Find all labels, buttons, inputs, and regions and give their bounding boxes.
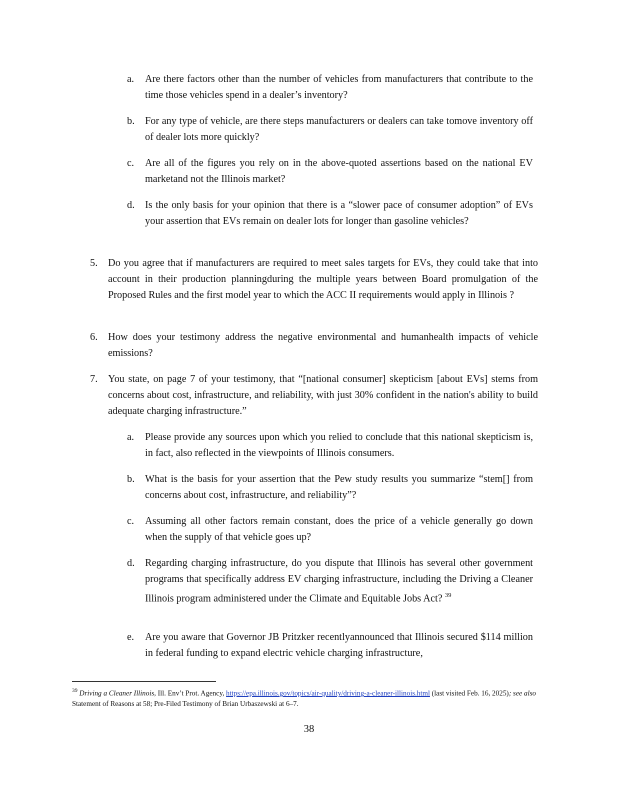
list-marker: b. (127, 116, 135, 127)
question-text: How does your testimony address the negative environmental and humanhealth impacts of vehicle emissions? (108, 332, 538, 360)
list-item (127, 430, 533, 462)
question-number: 6. (90, 332, 98, 343)
footnote-see-also: ; see also (508, 689, 536, 698)
list-item-text: For any type of vehicle, are there steps manufacturers or dealers can take tomove inventory off of dealer lots more quickly? (145, 116, 533, 144)
footnote-citation: Statement of Reasons at 58; Pre-Filed Testimony of Brian Urbaszewski at 6–7. (72, 699, 299, 708)
list-item (127, 472, 533, 504)
list-item-text: Assuming all other factors remain constant, does the price of a vehicle generally go down when the supply of that vehicle goes up? (145, 516, 533, 544)
list-marker: e. (127, 632, 135, 643)
question-number: 7. (90, 374, 98, 385)
numbered-question (90, 372, 538, 421)
footnote-link[interactable]: https://epa.illinois.gov/topics/air-quality/driving-a-cleaner-illinois.html (226, 689, 430, 698)
footnote (72, 686, 542, 709)
list-item-text (145, 556, 533, 608)
list-item-text: Are you aware that Governor JB Pritzker recentlyannounced that Illinois secured $114 million in federal funding to expand electric vehicle charging infrastructure, (145, 632, 533, 660)
list-item (127, 198, 533, 230)
list-item-text: Are all of the figures you rely on in the above-quoted assertions based on the national EV marketand not the Illinois market? (145, 158, 533, 186)
list-item (127, 156, 533, 188)
footnote-visited: (last visited Feb. 16, 2025) (431, 689, 509, 698)
list-item (127, 630, 533, 662)
list-item (127, 72, 533, 104)
question-text: You state, on page 7 of your testimony, that “[national consumer] skepticism [about EVs] stems from concerns about cost, infrastructure, and reliability, with just 30% confident in the nation's ability to build adequate charging infrastructure.” (108, 374, 538, 418)
numbered-question (90, 256, 538, 305)
list-marker: a. (127, 432, 135, 443)
list-item-text: What is the basis for your assertion that the Pew study results you summarize “stem[] from concerns about cost, infrastructure, and reliability”? (145, 474, 533, 502)
footnote-source-title: Driving a Cleaner Illinois (79, 689, 155, 698)
list-item-text: Please provide any sources upon which you relied to conclude that this national skepticism is, in fact, also reflected in the viewpoints of Illinois consumers. (145, 432, 533, 460)
list-item (127, 514, 533, 546)
list-item-text: Is the only basis for your opinion that there is a “slower pace of consumer adoption” of EVs your assertion that EVs remain on dealer lots for longer than gasoline vehicles? (145, 200, 533, 228)
page-number: 38 (303, 724, 315, 735)
list-item-text-body: Regarding charging infrastructure, do you dispute that Illinois has several other government programs that specifically address EV charging infrastructure, including the Driving a Cleaner Illinois program administered under the Climate and Equitable Jobs Act? (145, 558, 533, 605)
question-text: Do you agree that if manufacturers are required to meet sales targets for EVs, they could take that into account in their production planningduring the multiple years between Board promulgation of the Proposed Rules and the first model year to which the ACC II requirements would apply in Illinois ? (108, 258, 538, 302)
question-number: 5. (90, 258, 98, 269)
list-marker: c. (127, 158, 135, 169)
list-item (127, 556, 533, 608)
list-marker: d. (127, 200, 135, 211)
list-marker: b. (127, 474, 135, 485)
list-item (127, 114, 533, 146)
footnote-reference: 39 (444, 592, 452, 600)
list-marker: c. (127, 516, 135, 527)
numbered-question (90, 330, 538, 362)
footnote-mark: 39 (72, 688, 78, 694)
footnote-agency: , Ill. Env’t Prot. Agency, (154, 689, 225, 698)
list-marker: d. (127, 558, 135, 569)
footnote-divider (72, 681, 216, 682)
list-item-text: Are there factors other than the number of vehicles from manufacturers that contribute to the time those vehicles spend in a dealer’s inventory? (145, 74, 533, 102)
list-marker: a. (127, 74, 135, 85)
